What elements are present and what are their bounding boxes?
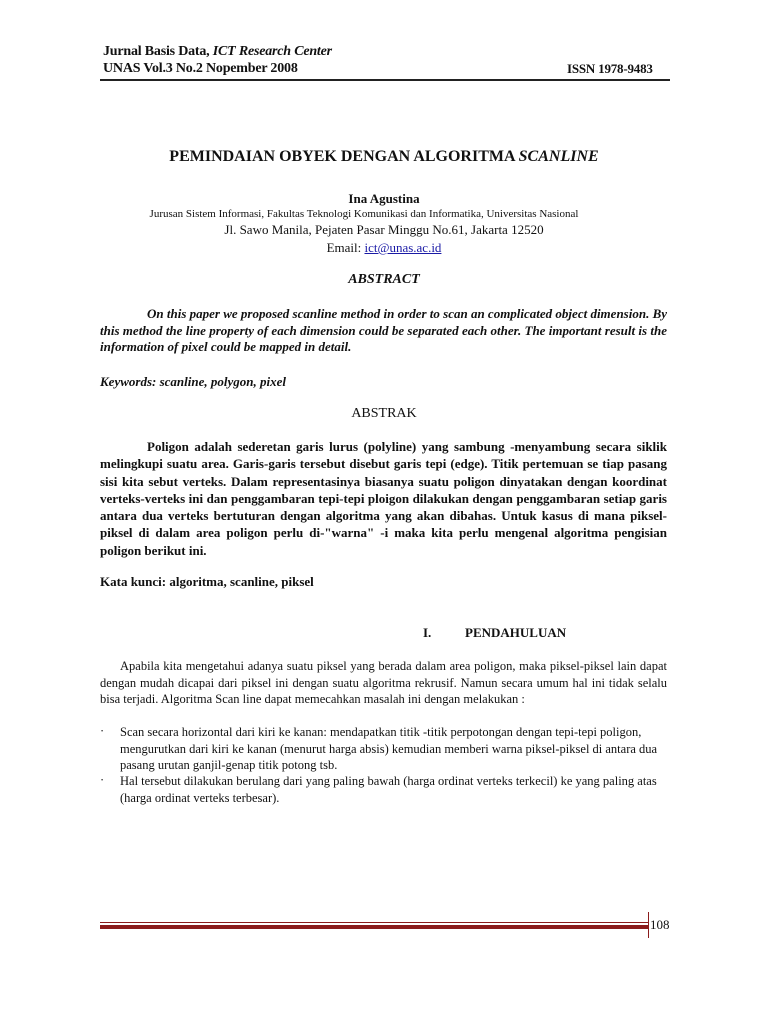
journal-title: Jurnal Basis Data, xyxy=(103,44,210,59)
journal-issn: ISSN 1978-9483 xyxy=(567,61,653,76)
footer-divider xyxy=(648,912,649,938)
paper-title-main: PEMINDAIAN OBYEK DENGAN ALGORITMA xyxy=(169,148,519,165)
list-item: Scan secara horizontal dari kiri ke kanan: mendapatkan titik -titik perpotongan dengan tepi-tepi poligon, mengurutkan dari kiri ke kanan (menurut harga absis) kemudian memberi warna piksel-piksel di antara dua pasang urutan ganjil-genap titik potong tsb. xyxy=(120,725,658,773)
journal-volume: UNAS Vol.3 No.2 Nopember 2008 xyxy=(103,61,298,76)
bullet-marker: · xyxy=(100,724,105,738)
intro-paragraph: Apabila kita mengetahui adanya suatu piksel yang berada dalam area poligon, maka piksel-piksel lain dapat dengan mudah dicapai dari piksel ini dengan suatu algoritma rekrusif. Namun secara umum hal ini tidak selalu bisa terjadi. Algoritma Scan line dapat memecahkan masalah ini dengan melakukan : xyxy=(100,659,667,707)
section-number: I. xyxy=(423,625,432,640)
journal-center: ICT Research Center xyxy=(212,44,332,59)
author-email xyxy=(0,240,768,256)
paper-title-italic: SCANLINE xyxy=(518,148,599,165)
header-rule xyxy=(100,79,670,81)
author-affiliation: Jurusan Sistem Informasi, Fakultas Teknologi Komunikasi dan Informatika, Universitas Nasional xyxy=(149,208,579,220)
list-item: Hal tersebut dilakukan berulang dari yang paling bawah (harga ordinat verteks terkecil) ke yang paling atas (harga ordinat verteks terbesar). xyxy=(120,774,657,805)
abstract-text: On this paper we proposed scanline method in order to scan an complicated object dimension. By this method the line property of each dimension could be separated each other. The important result is the information of pixel could be mapped in detail. xyxy=(100,306,668,354)
abstract-heading: ABSTRACT xyxy=(348,272,420,287)
email-link[interactable]: ict@unas.ac.id xyxy=(364,240,442,255)
author-name: Ina Agustina xyxy=(348,191,420,206)
footer-rule-thin xyxy=(100,922,648,923)
email-label: Email: xyxy=(326,240,365,255)
abstract-keywords: Keywords: scanline, polygon, pixel xyxy=(100,374,286,389)
abstrak-text: Poligon adalah sederetan garis lurus (polyline) yang sambung -menyambung secara siklik melingkupi suatu area. Garis-garis tersebut disebut garis tepi (edge). Titik pertemuan se tiap pasang sisi kita sebut verteks. Dalam representasinya biasanya suatu poligon dinyatakan dengan koordinat verteks-verteks ini dan penggambaran tepi-tepi ploigon dilakukan dengan penggambaran setiap garis antara dua verteks bertuturan dengan algoritma yang akan dibahas. Untuk kasus di mana piksel-piksel di dalam area poligon perlu di-"warna" -i maka kita perlu mengenal algoritma pengisian poligon berikut ini. xyxy=(100,439,667,558)
journal-name xyxy=(103,44,332,60)
page-number: 108 xyxy=(650,917,670,932)
paper-title xyxy=(0,148,768,166)
author-address: Jl. Sawo Manila, Pejaten Pasar Minggu No.61, Jakarta 12520 xyxy=(224,222,544,237)
abstrak-keywords: Kata kunci: algoritma, scanline, piksel xyxy=(100,574,314,589)
section-title: PENDAHULUAN xyxy=(465,625,567,640)
abstrak-heading: ABSTRAK xyxy=(351,406,417,421)
bullet-marker: · xyxy=(100,773,105,787)
footer-rule-thick xyxy=(100,925,648,929)
